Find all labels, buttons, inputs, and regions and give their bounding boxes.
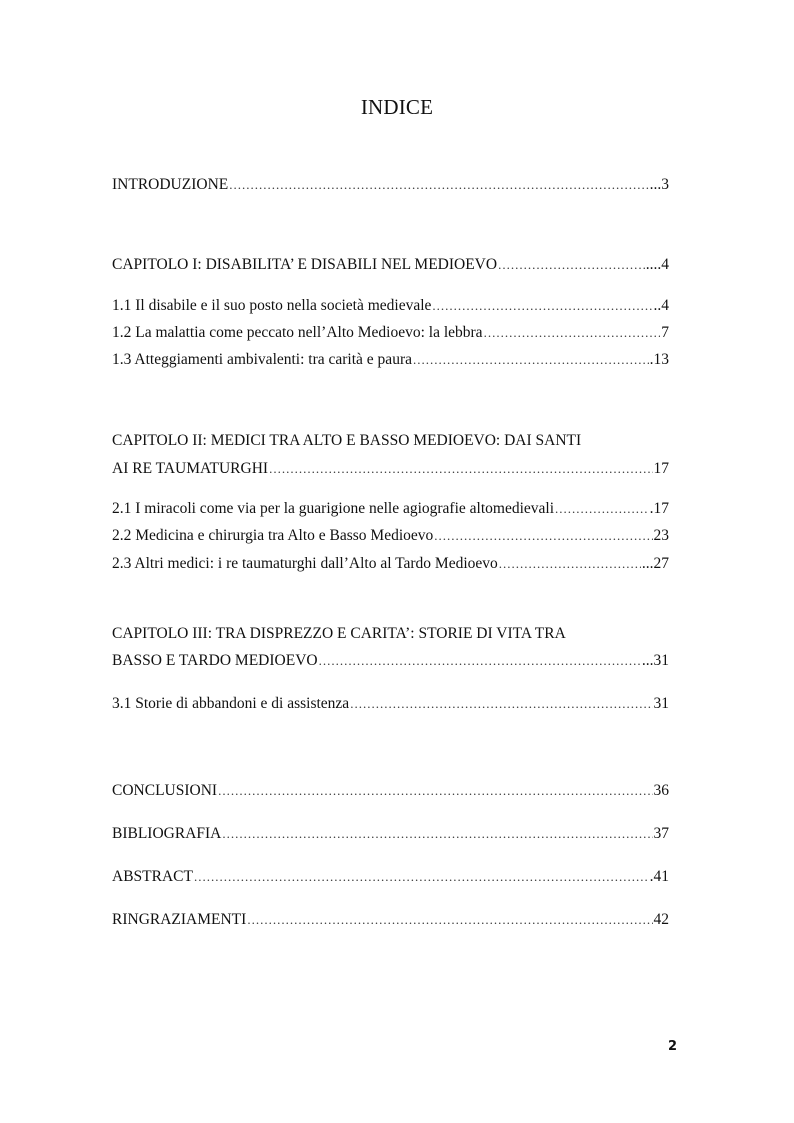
- toc-leader: [432, 298, 652, 314]
- page-title: INDICE: [360, 95, 434, 119]
- toc-leader: [499, 556, 641, 572]
- toc-leader: [222, 826, 652, 842]
- toc-page: ..4: [653, 297, 669, 314]
- toc-leader: [319, 653, 641, 669]
- toc-leader: [269, 461, 652, 477]
- toc-entry-conclusioni[interactable]: [112, 782, 669, 802]
- toc-page: 37: [653, 825, 669, 842]
- toc-entry-capitolo-3[interactable]: [112, 652, 669, 672]
- toc-entry-2-2[interactable]: [112, 527, 669, 547]
- toc-leader: [194, 869, 649, 885]
- toc-page: 7: [661, 324, 669, 341]
- toc-page: .41: [649, 868, 669, 885]
- toc-chapter-3-heading: CAPITOLO III: TRA DISPREZZO E CARITA’: STORIE DI VITA TRA: [112, 625, 566, 642]
- toc-entry-introduzione[interactable]: [112, 176, 669, 196]
- toc-page: 42: [653, 911, 669, 928]
- toc-page: ....4: [645, 256, 669, 273]
- toc-leader: [498, 257, 645, 273]
- toc-leader: [434, 528, 652, 544]
- toc-page: ...3: [649, 176, 669, 193]
- toc-entry-3-1[interactable]: [112, 695, 669, 715]
- toc-label: AI RE TAUMATURGHI: [112, 460, 269, 477]
- toc-leader: [350, 696, 652, 712]
- toc-leader: [413, 352, 649, 368]
- toc-label: INTRODUZIONE: [112, 176, 229, 193]
- toc-label: CAPITOLO I: DISABILITA’ E DISABILI NEL MEDIOEVO: [112, 256, 498, 273]
- toc-leader: [555, 501, 649, 517]
- toc-page: 31: [653, 695, 669, 712]
- toc-label: 2.2 Medicina e chirurgia tra Alto e Basso Medioevo: [112, 527, 434, 544]
- toc-entry-capitolo-1[interactable]: [112, 256, 669, 276]
- toc-page: 17: [653, 460, 669, 477]
- toc-entry-capitolo-2[interactable]: [112, 460, 669, 480]
- toc-page: 23: [653, 527, 669, 544]
- toc-page: .17: [649, 500, 669, 517]
- toc-chapter-2-heading: CAPITOLO II: MEDICI TRA ALTO E BASSO MEDIOEVO: DAI SANTI: [112, 432, 582, 449]
- toc-label: 2.1 I miracoli come via per la guarigione nelle agiografie altomedievali: [112, 500, 554, 517]
- toc-label: CONCLUSIONI: [112, 782, 218, 799]
- toc-label: 1.1 Il disabile e il suo posto nella società medievale: [112, 297, 432, 314]
- toc-leader: [218, 783, 652, 799]
- toc-page: 36: [653, 782, 669, 799]
- toc-entry-1-1[interactable]: [112, 297, 669, 317]
- toc-leader: [247, 912, 652, 928]
- toc-page: .13: [649, 351, 669, 368]
- page-number: 2: [668, 1039, 678, 1054]
- toc-entry-abstract[interactable]: [112, 868, 669, 888]
- toc-page: ...31: [641, 652, 669, 669]
- toc-label: 2.3 Altri medici: i re taumaturghi dall’Alto al Tardo Medioevo: [112, 555, 498, 572]
- toc-label: BIBLIOGRAFIA: [112, 825, 222, 842]
- toc-label: RINGRAZIAMENTI: [112, 911, 247, 928]
- toc-label: BASSO E TARDO MEDIOEVO: [112, 652, 318, 669]
- toc-label: 1.3 Atteggiamenti ambivalenti: tra carità e paura: [112, 351, 412, 368]
- toc-page: ...27: [641, 555, 669, 572]
- toc-label: 1.2 La malattia come peccato nell’Alto Medioevo: la lebbra: [112, 324, 483, 341]
- toc-leader: [229, 177, 648, 193]
- toc-leader: [484, 325, 661, 341]
- toc-entry-1-2[interactable]: [112, 324, 669, 344]
- toc-label: ABSTRACT: [112, 868, 193, 885]
- toc-entry-bibliografia[interactable]: [112, 825, 669, 845]
- toc-entry-ringraziamenti[interactable]: [112, 911, 669, 931]
- toc-label: 3.1 Storie di abbandoni e di assistenza: [112, 695, 350, 712]
- toc-entry-2-3[interactable]: [112, 555, 669, 575]
- toc-entry-2-1[interactable]: [112, 500, 669, 520]
- toc-entry-1-3[interactable]: [112, 351, 669, 371]
